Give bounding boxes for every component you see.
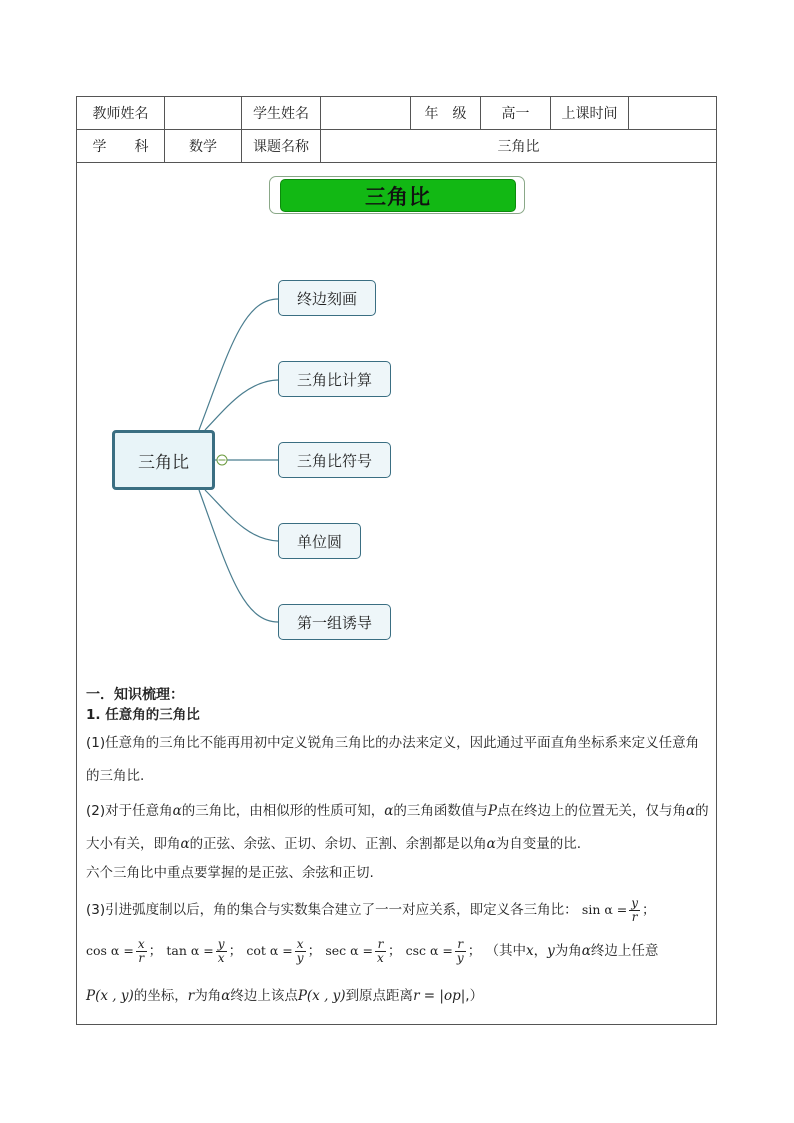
paragraph-6: P(x , y)的坐标，r为角α终边上该点P(x , y)到原点距离r = |op|,） [86, 988, 484, 1004]
connector-4 [205, 490, 278, 541]
label-teacher-name: 教师姓名 [77, 97, 165, 129]
lesson-sheet [76, 96, 717, 1025]
paragraph-5: cos α = $\frac{x}{r}$ ； tan α = $\frac{y}{x}$ ； cot α = $\frac{x}{y}$ ； sec α = $\frac{r}{x}$ ； csc α = $\frac{r}{y}$ ； （其中x，y为角α终边上任意 [86, 936, 659, 965]
label-grade: 年 级 [411, 97, 481, 129]
label-subject: 学 科 [77, 129, 165, 162]
connector-2 [205, 380, 278, 430]
mind-map-connectors [77, 97, 716, 657]
mind-map-center-node[interactable]: 三角比 [112, 430, 215, 490]
label-topic: 课题名称 [242, 129, 321, 162]
label-student-name: 学生姓名 [242, 97, 321, 129]
paragraph-2: (2)对于任意角α的三角比，由相似形的性质可知，α的三角函数值与P点在终边上的位置无关，仅与角α的大小有关，即角α的正弦、余弦、正切、余切、正割、余割都是以角α为自变量的比. [86, 803, 709, 852]
mind-map-node-terminal-side[interactable]: 终边刻画 [278, 280, 376, 316]
paragraph-4: (3)引进弧度制以后，角的集合与实数集合建立了一一对应关系，即定义各三角比： sin α = $\frac{y}{r}$ ； [86, 895, 656, 924]
grade-value: 高一 [481, 97, 551, 129]
page-title-banner: 三角比 [280, 179, 516, 212]
mind-map-node-signs[interactable]: 三角比符号 [278, 442, 391, 478]
subject-value: 数学 [165, 129, 242, 162]
paragraph-3: 六个三角比中重点要掌握的是正弦、余弦和正切. [86, 865, 374, 881]
subsection-title: 1. 任意角的三角比 [86, 707, 200, 723]
mind-map [77, 97, 716, 657]
connector-1 [199, 299, 278, 430]
mind-map-node-unit-circle[interactable]: 单位圆 [278, 523, 361, 559]
paragraph-1: (1)任意角的三角比不能再用初中定义锐角三角比的办法来定义，因此通过平面直角坐标系来定义任意角的三角比. [86, 735, 700, 784]
label-class-time: 上课时间 [551, 97, 629, 129]
mind-map-node-induction[interactable]: 第一组诱导 [278, 604, 391, 640]
topic-value: 三角比 [497, 138, 540, 155]
connector-5 [199, 490, 278, 622]
mind-map-node-calculation[interactable]: 三角比计算 [278, 361, 391, 397]
section-title: 一．知识梳理： [86, 687, 184, 703]
knowledge-section [86, 685, 712, 1009]
